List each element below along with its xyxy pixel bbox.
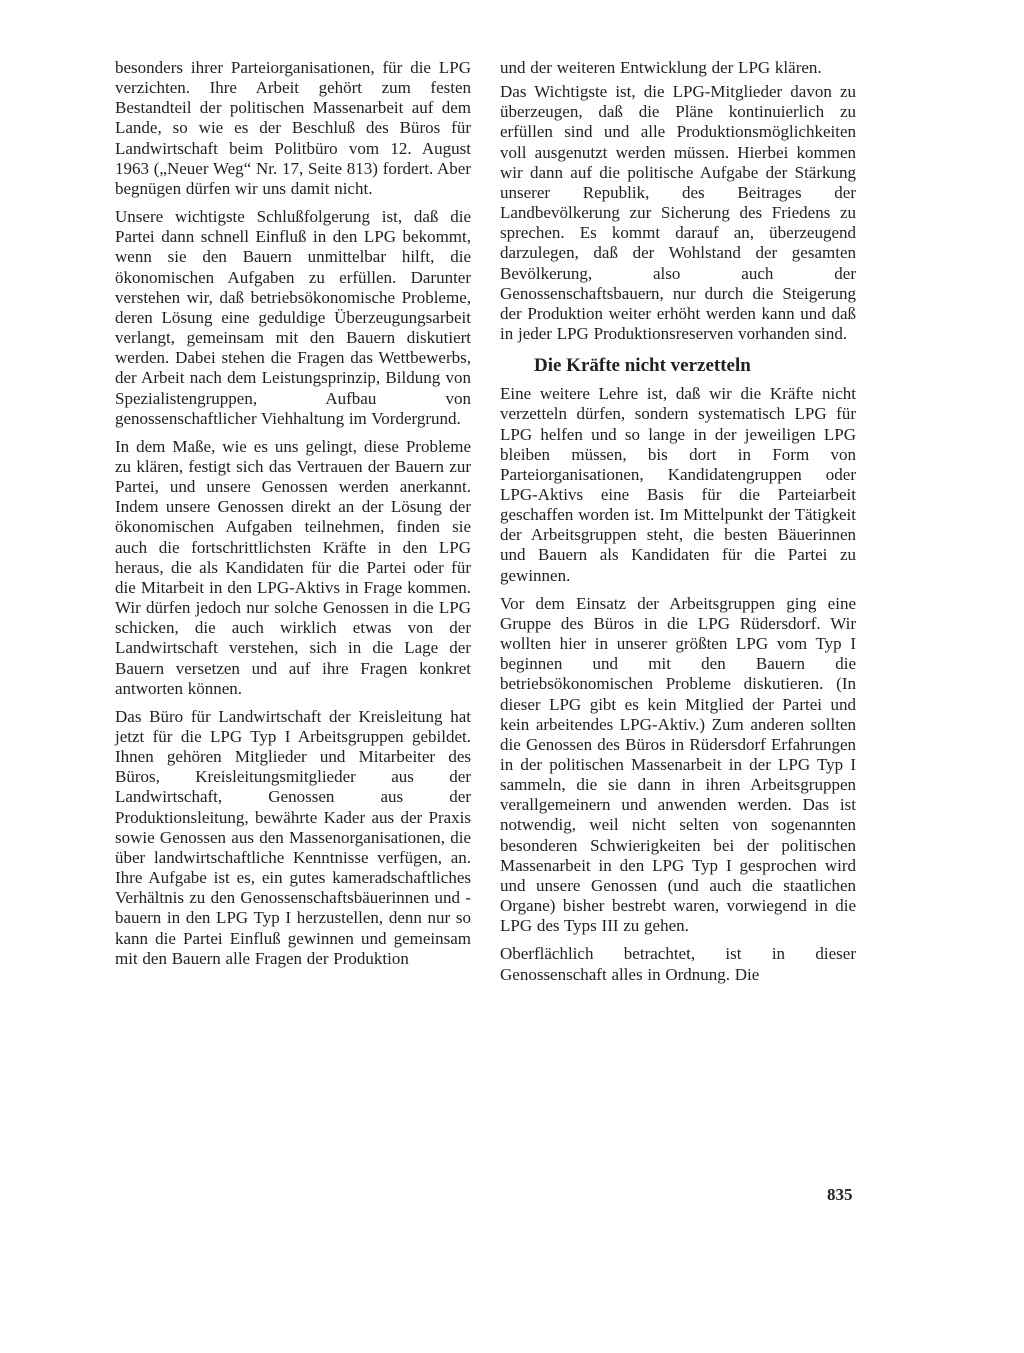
left-column — [115, 58, 471, 977]
paragraph-right-5: Oberflächlich betrachtet, ist in dieser Genossenschaft alles in Ordnung. Die — [500, 944, 856, 984]
paragraph-left-4: Das Büro für Landwirtschaft der Kreisleitung hat jetzt für die LPG Typ I Arbeitsgruppen gebildet. Ihnen gehören Mitglieder und Mitarbeiter des Büros, Kreisleitungsmitglieder aus der Landwirtschaft, Genossen aus der Produktionsleitung, bewährte Kader aus der Praxis sowie Genossen aus den Massenorganisationen, die über landwirtschaftliche Kenntnisse verfügen, an. Ihre Aufgabe ist es, ein gutes kameradschaftliches Verhältnis zu den Genossenschaftsbäuerinnen und -bauern in den LPG Typ I herzustellen, denn nur so kann die Partei Einfluß gewinnen und gemeinsam mit den Bauern alle Fragen der Produktion — [115, 706, 471, 968]
section-heading: Die Kräfte nicht verzetteln — [534, 355, 751, 377]
paragraph-right-1: und der weiteren Entwicklung der LPG klären. — [500, 58, 822, 77]
paragraph-left-1: besonders ihrer Parteiorganisationen, für die LPG verzichten. Ihre Arbeit gehört zum festen Bestandteil der politischen Massenarbeit auf dem Lande, so wie es der Beschluß des Büros für Landwirtschaft beim Politbüro vom 12. August 1963 („Neuer Weg“ Nr. 17, Seite 813) fordert. Aber begnügen dürfen wir uns damit nicht. — [115, 58, 471, 198]
paragraph-left-2: Unsere wichtigste Schlußfolgerung ist, daß die Partei dann schnell Einfluß in den LPG bekommt, wenn sie den Bauern unmittelbar hilft, die ökonomischen Aufgaben zu erfüllen. Darunter verstehen wir, daß betriebsökonomische Probleme, deren Lösung eine geduldige Überzeugungsarbeit verlangt, gemeinsam mit den Bauern diskutiert werden. Dabei stehen die Fragen das Wettbewerbs, der Arbeit nach dem Leistungsprinzip, Bildung von Spezialistengruppen, Aufbau von genossenschaftlicher Viehhaltung im Vordergrund. — [115, 207, 471, 428]
right-column — [500, 58, 856, 993]
paragraph-right-4: Vor dem Einsatz der Arbeitsgruppen ging eine Gruppe des Büros in die LPG Rüdersdorf. Wir wollten hier in unserer größten LPG vom Typ I beginnen und mit den Bauern die betriebsökonomischen Probleme diskutieren. (In dieser LPG gibt es kein Mitglied der Partei und kein arbeitendes LPG-Aktiv.) Zum anderen sollten die Genossen des Büros in Rüdersdorf Erfahrungen in der politischen Massenarbeit in der LPG Typ I sammeln, die sie dann in ihren Arbeitsgruppen verallgemeinern und anwenden werden. Das ist notwendig, weil nicht selten von sogenannten besonderen Schwierigkeiten bei der politischen Massenarbeit in den LPG Typ I gesprochen wird und unsere Genossen (und auch die staatlichen Organe) bisher bestrebt waren, vorwiegend in die LPG des Typs III zu gehen. — [500, 593, 856, 936]
page-number: 835 — [827, 1185, 853, 1204]
paragraph-right-3: Eine weitere Lehre ist, daß wir die Kräfte nicht verzetteln dürfen, sondern systematisch LPG für LPG helfen und so lange in der jeweiligen LPG bleiben müssen, bis dort in Form von Parteiorganisationen, Kandidatengruppen oder LPG-Aktivs eine Basis für die Parteiarbeit geschaffen worden ist. Im Mittelpunkt der Tätigkeit der Arbeitsgruppen steht, die besten Bäuerinnen und Bauern als Kandidaten für die Partei zu gewinnen. — [500, 384, 856, 585]
paragraph-left-3: In dem Maße, wie es uns gelingt, diese Probleme zu klären, festigt sich das Vertrauen der Bauern zur Partei, und unsere Genossen werden anerkannt. Indem unsere Genossen direkt an der Lösung der ökonomischen Aufgaben teilnehmen, finden sie auch die fortschrittlichsten Kräfte in den LPG heraus, die als Kandidaten für die Partei oder für die Mitarbeit in den LPG-Aktivs in Frage kommen. Wir dürfen jedoch nur solche Genossen in die LPG schicken, die auch wirklich etwas von der Landwirtschaft verstehen, sich in die Lage der Bauern versetzen und auf ihre Fragen konkret antworten können. — [115, 436, 471, 698]
paragraph-right-2: Das Wichtigste ist, die LPG-Mitglieder davon zu überzeugen, daß die Pläne kontinuierlich zu erfüllen sind und alle Produktionsmöglichkeiten voll ausgenutzt werden müssen. Hierbei kommen wir dann auf die politische Aufgabe der Stärkung unserer Republik, des Beitrages der Landbevölkerung zur Sicherung des Friedens zu sprechen. Es kommt darauf an, überzeugend darzulegen, daß der Wohlstand der gesamten Bevölkerung, also auch der Genossenschaftsbauern, nur durch die Steigerung der Produktion weiter erhöht werden kann und daß in jeder LPG Produktionsreserven vorhanden sind. — [500, 82, 856, 344]
